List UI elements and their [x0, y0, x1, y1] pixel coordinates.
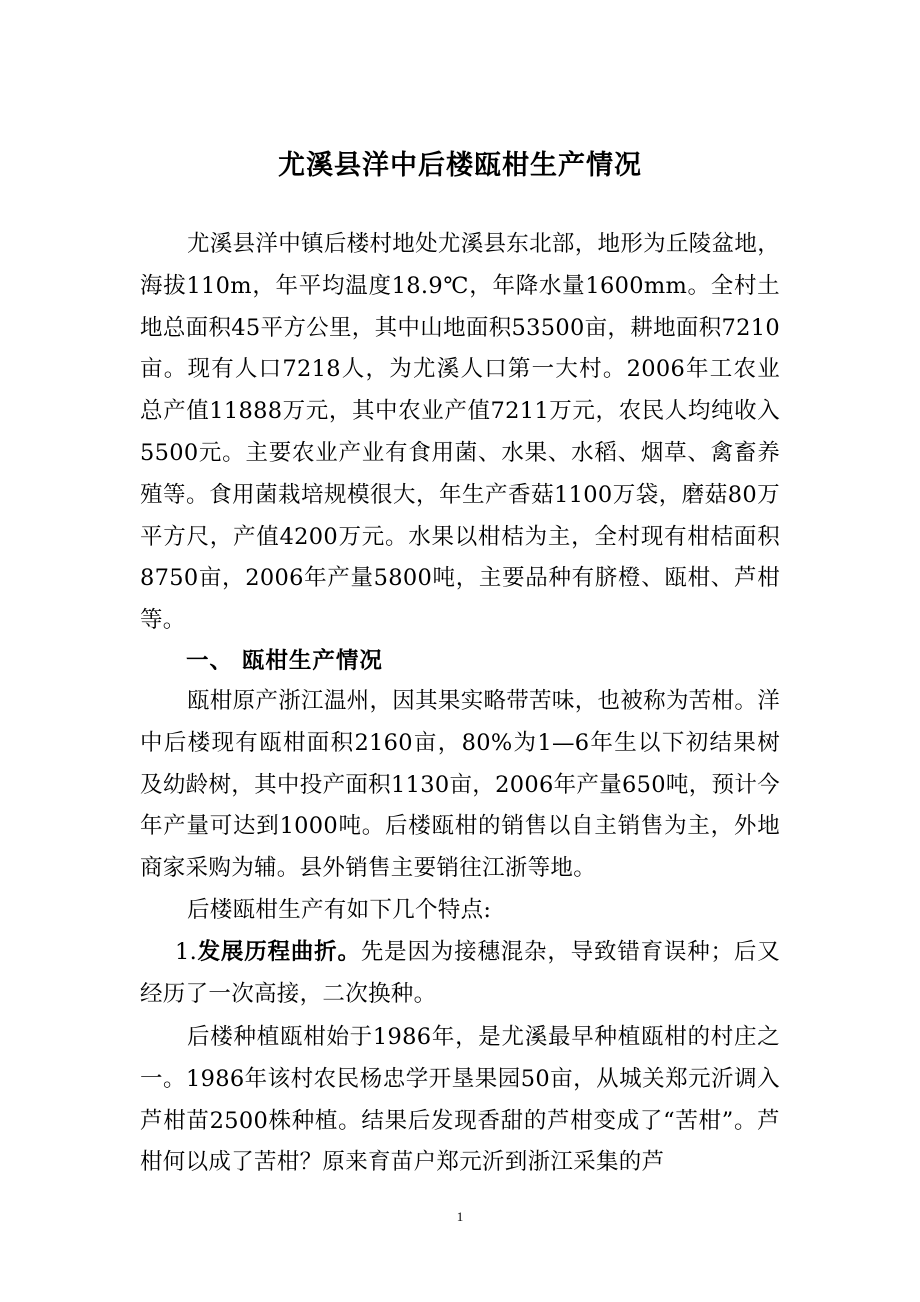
- point-text: 先是因为接穗混杂，导致错育误种；后又经历了一次高接，二次换种。: [140, 939, 780, 1007]
- point-number: 1.: [175, 939, 198, 965]
- page-number: 1: [456, 1209, 464, 1224]
- document-title: 尤溪县洋中后楼瓯柑生产情况: [278, 150, 642, 181]
- history-paragraph: 后楼种植瓯柑始于1986年，是尤溪最早种植瓯柑的村庄之一。1986年该村农民杨忠学开垦果园50亩，从城关郑元沂调入芦柑苗2500株种植。结果后发现香甜的芦柑变成了“苦柑”。芦柑何以成了苦柑？原来育苗户郑元沂到浙江采集的芦: [140, 1024, 780, 1176]
- point-lead: 发展历程曲折。: [197, 939, 361, 965]
- feature-point-1: [140, 932, 780, 1016]
- production-paragraph: 瓯柑原产浙江温州，因其果实略带苦味，也被称为苦柑。洋中后楼现有瓯柑面积2160亩，80%为1—6年生以下初结果树及幼龄树，其中投产面积1130亩，2006年产量650吨，预计今年产量可达到1000吨。后楼瓯柑的销售以自主销售为主，外地商家采购为辅。县外销售主要销往江浙等地。: [140, 688, 780, 882]
- features-intro-paragraph: 后楼瓯柑生产有如下几个特点:: [187, 897, 492, 923]
- intro-paragraph: 尤溪县洋中镇后楼村地处尤溪县东北部，地形为丘陵盆地，海拔110m，年平均温度18.9℃，年降水量1600mm。全村土地总面积45平方公里，其中山地面积53500亩，耕地面积7210亩。现有人口7218人，为尤溪人口第一大村。2006年工农业总产值11888万元，其中农业产值7211万元，农民人均纯收入5500元。主要农业产业有食用菌、水果、水稻、烟草、禽畜养殖等。食用菌栽培规模很大，年生产香菇1100万袋，磨菇80万平方尺，产值4200万元。水果以柑桔为主，全村现有柑桔面积8750亩，2006年产量5800吨，主要品种有脐橙、瓯柑、芦柑等。: [140, 231, 780, 634]
- section-heading-1: 一、 瓯柑生产情况: [186, 648, 383, 674]
